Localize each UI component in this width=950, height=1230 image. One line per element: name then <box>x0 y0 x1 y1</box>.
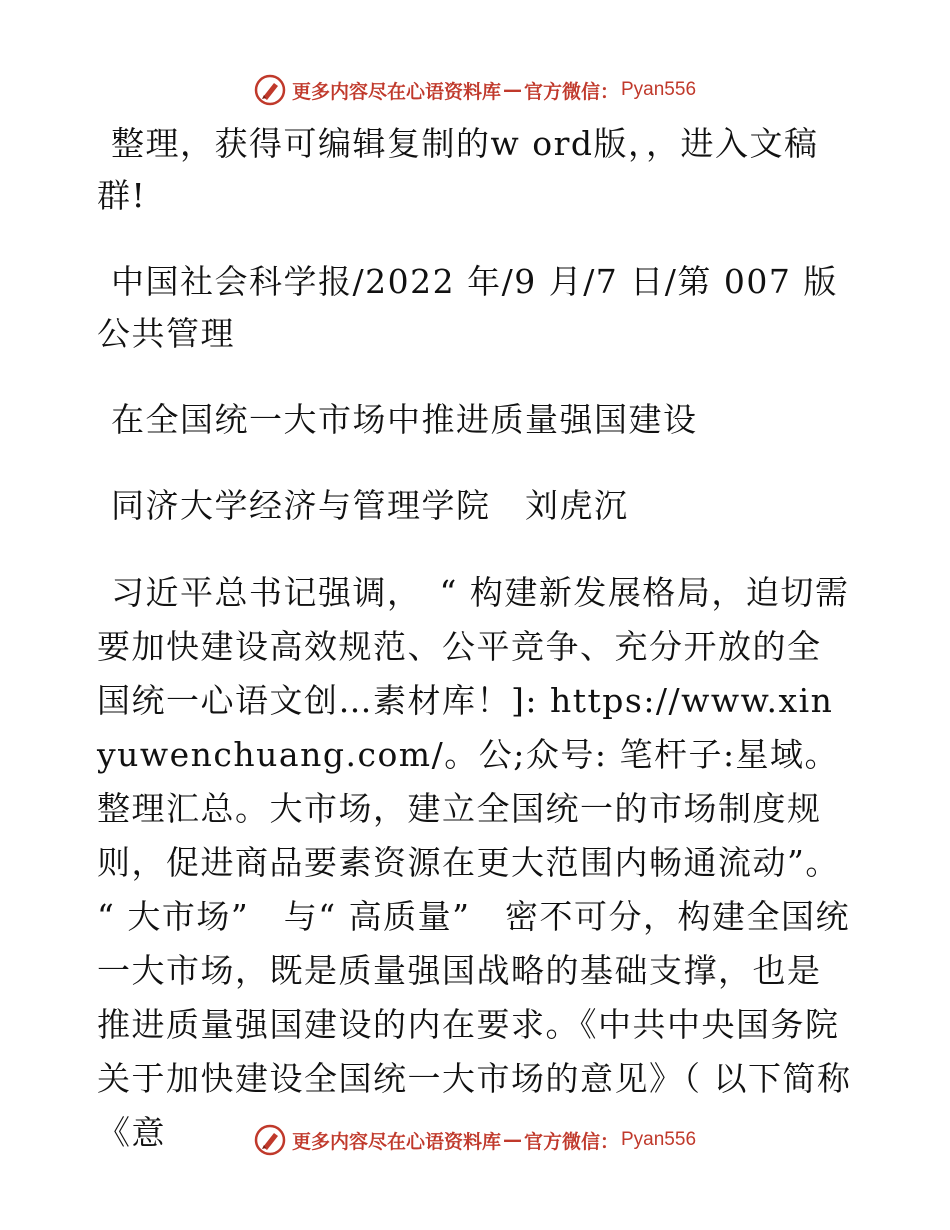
header-watermark <box>0 70 950 110</box>
watermark-dash: — <box>502 1129 522 1151</box>
pen-logo-icon <box>254 1124 286 1156</box>
pen-logo-icon <box>254 74 286 106</box>
article-title: 在全国统一大市场中推进质量强国建设 <box>111 400 698 439</box>
watermark-text: 更多内容尽在心语资料库 <box>291 80 501 103</box>
watermark-id: Pyan556 <box>621 79 697 100</box>
body-paragraph: 习近平总书记强调， “ 构建新发展格局，迫切需要加快建设高效规范、公平竞争、充分开放的全国统一心语文创…素材库！]: https://www.xinyuwenchuang.com/。公;众号: 笔杆子:星域。整理汇总。大市场，建立全国统一的市场制度规则，促进商品要素资源在更大范围内畅通流动”。 “ 大市场” 与“ 高质量” 密不可分，构建全国统一大市场，既是质量强国战略的基础支撑，也是推进质量强国建设的内在要求。《中共中央国务院关于加快建设全国统一大市场的意见》（ 以下简称《意 <box>97 573 852 1152</box>
footer-watermark <box>0 1120 950 1160</box>
watermark-official: 官方微信： <box>523 1130 619 1153</box>
source-line: 中国社会科学报/2022 年/9 月/7 日/第 007 版公共管理 <box>97 262 838 353</box>
document-body <box>97 118 852 1194</box>
author-line: 同济大学经济与管理学院 刘虎沉 <box>111 486 629 525</box>
watermark-dash: — <box>502 79 522 101</box>
watermark-id: Pyan556 <box>621 1129 697 1150</box>
intro-line: 整理，获得可编辑复制的w ord版，，进入文稿群! <box>97 124 819 215</box>
watermark-official: 官方微信： <box>523 80 619 103</box>
watermark-text: 更多内容尽在心语资料库 <box>291 1130 501 1153</box>
